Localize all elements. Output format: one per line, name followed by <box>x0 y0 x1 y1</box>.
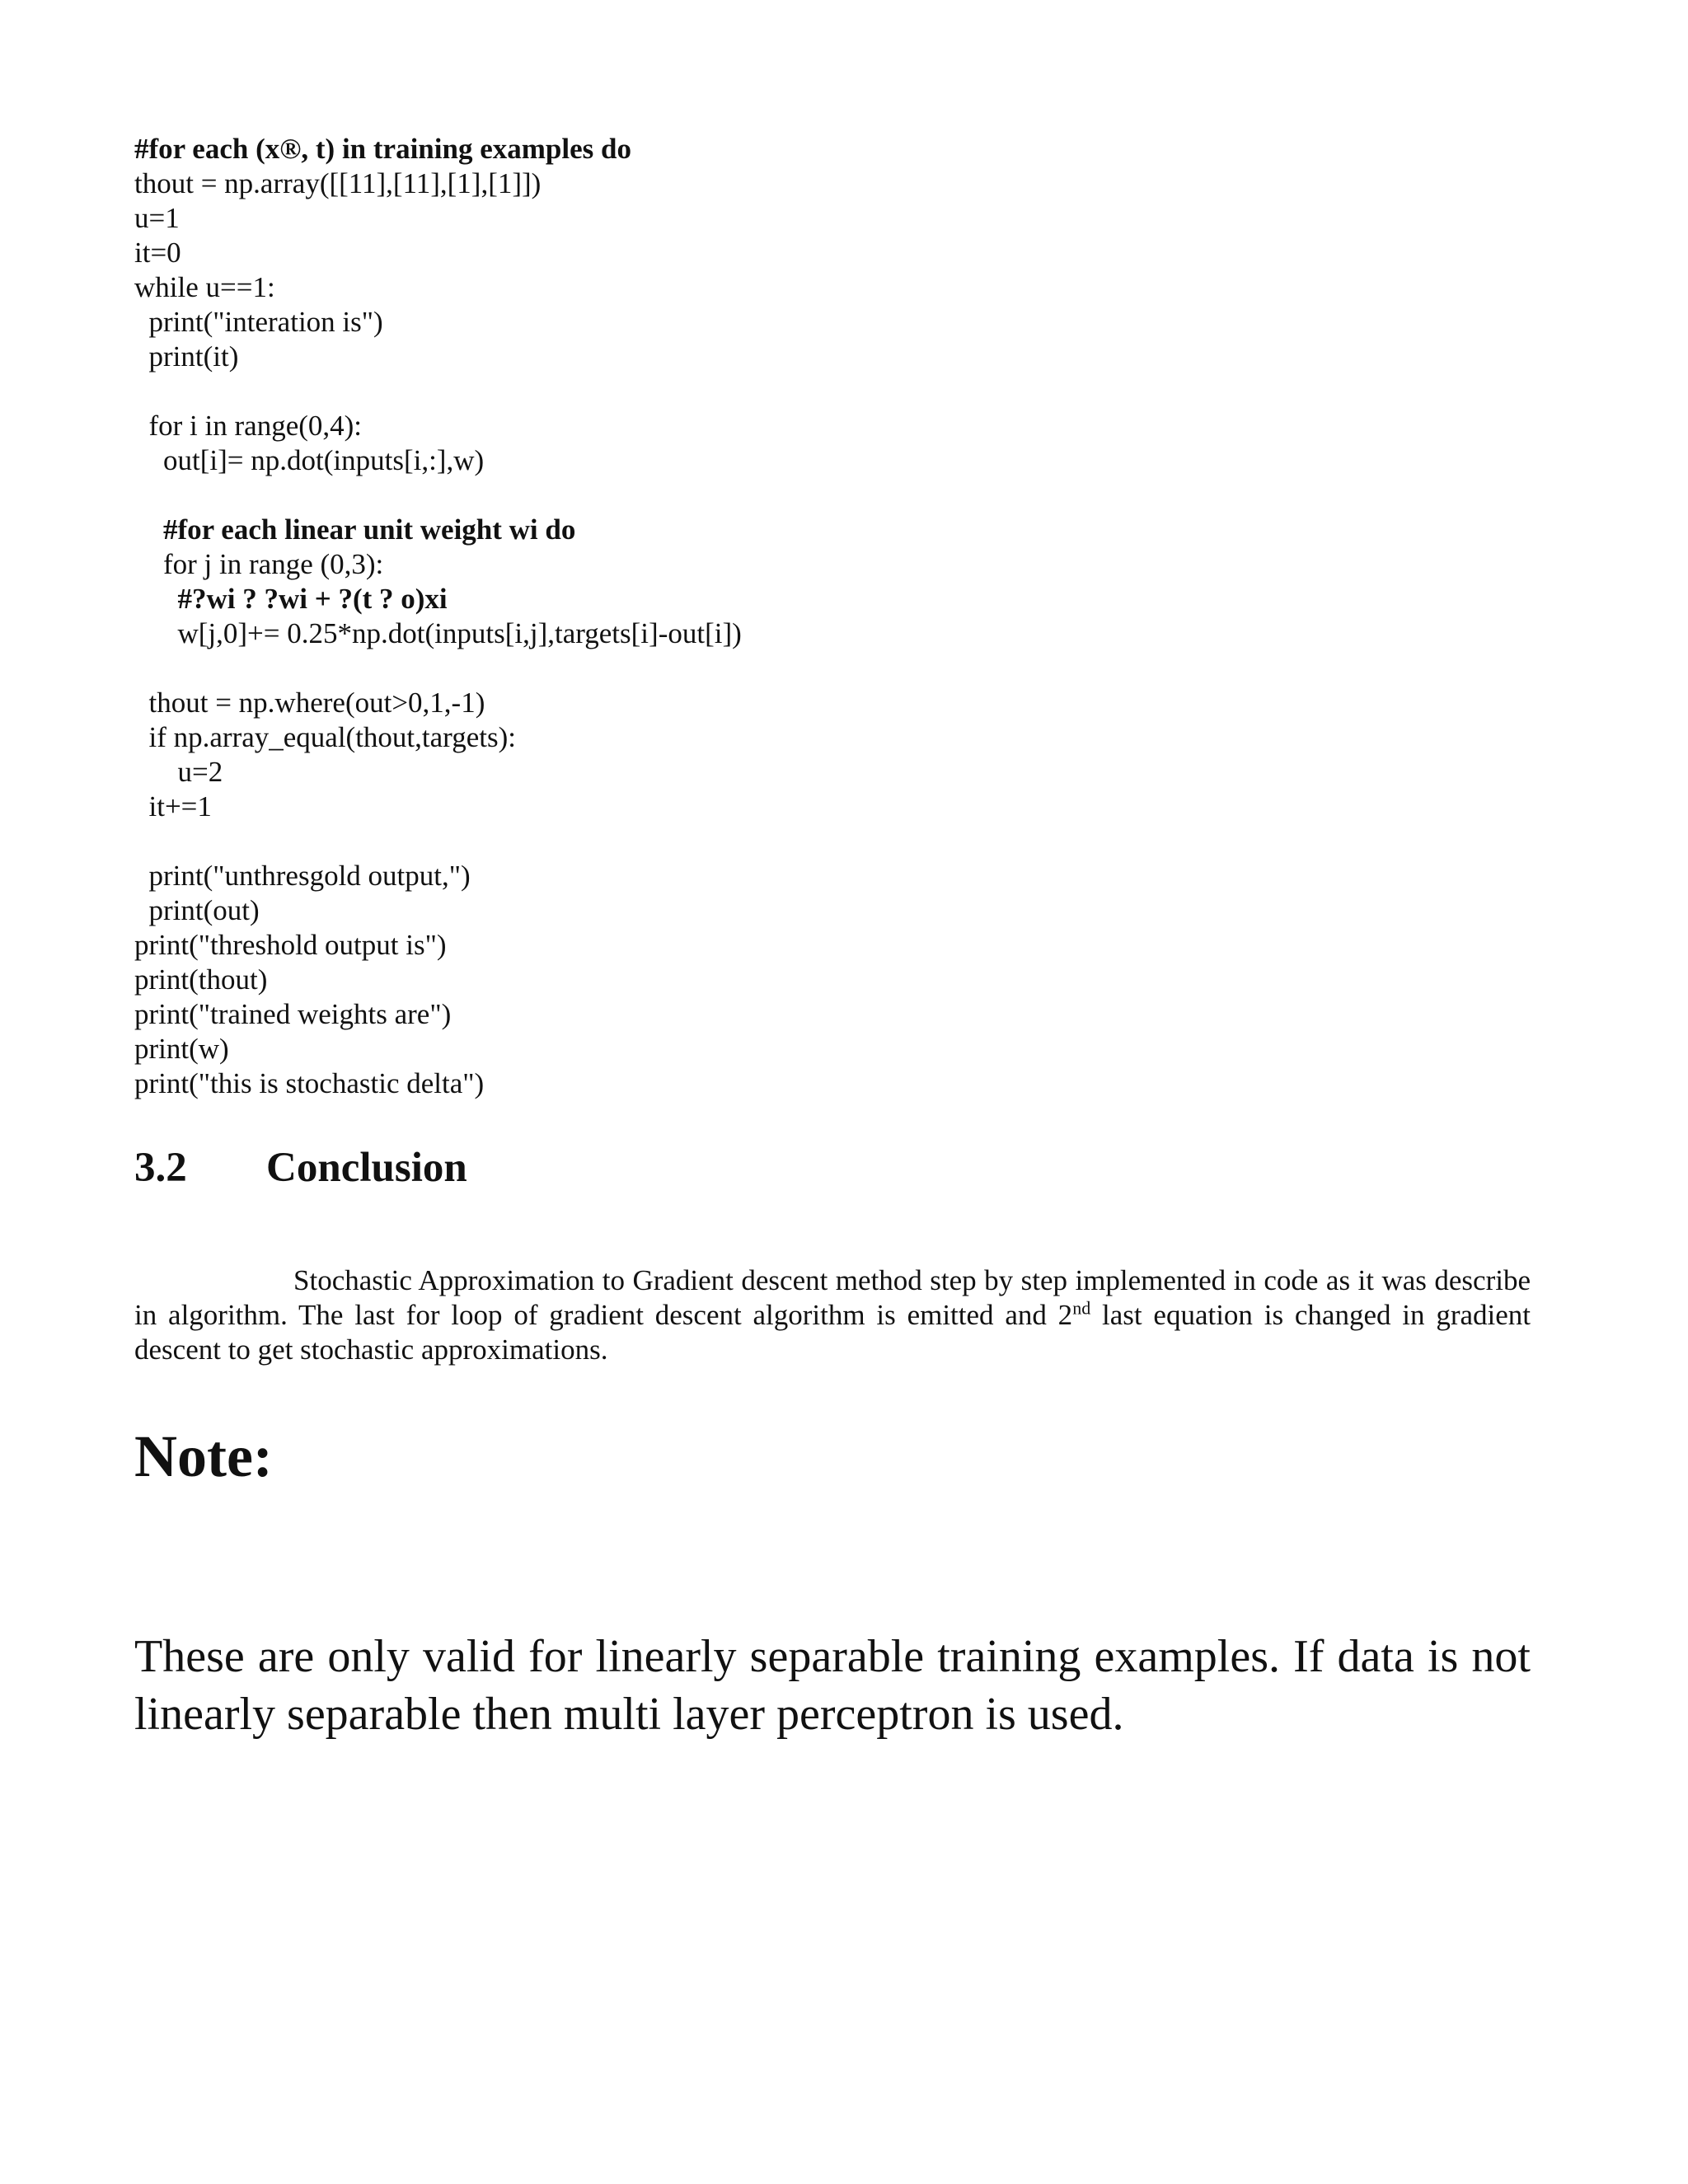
note-body: These are only valid for linearly separable training examples. If data is not linearly separable then multi layer perceptron is used. <box>134 1631 1531 1740</box>
code-line: print(out) <box>134 894 260 926</box>
code-line: print("this is stochastic delta") <box>134 1067 485 1099</box>
code-line: print(w) <box>134 1033 229 1065</box>
code-line: print("threshold output is") <box>134 929 447 961</box>
section-title: Conclusion <box>266 1145 467 1191</box>
code-comment-line: #?wi ? ?wi + ?(t ? o)xi <box>134 583 448 615</box>
code-comment-line: #for each linear unit weight wi do <box>134 513 576 546</box>
code-blank-line <box>134 374 1536 409</box>
code-blank-line <box>134 478 1536 513</box>
conclusion-paragraph <box>134 1263 1531 1367</box>
section-number: 3.2 <box>134 1145 187 1191</box>
code-line: for j in range (0,3): <box>134 548 384 580</box>
code-line: u=2 <box>134 756 223 788</box>
code-line: it+=1 <box>134 790 212 823</box>
code-listing <box>134 132 1536 1101</box>
conclusion-text-part1: Stochastic Approximation to Gradient descent method step by step implemented in code as it was describe in algorithm. The last for loop of gradient descent algorithm is emitted and 2 <box>134 1264 1531 1331</box>
code-line: while u==1: <box>134 271 275 303</box>
code-line: print(thout) <box>134 963 268 996</box>
ordinal-superscript: nd <box>1072 1297 1091 1319</box>
code-comment-line: #for each (x®, t) in training examples do <box>134 133 631 165</box>
code-line: if np.array_equal(thout,targets): <box>134 721 516 753</box>
code-line: it=0 <box>134 237 181 269</box>
section-heading <box>134 1144 467 1192</box>
code-line: u=1 <box>134 202 180 234</box>
note-heading: Note: <box>134 1423 273 1489</box>
code-line: thout = np.array([[11],[11],[1],[1]]) <box>134 167 542 199</box>
code-blank-line <box>134 651 1536 686</box>
code-line: w[j,0]+= 0.25*np.dot(inputs[i,j],targets[i]-out[i]) <box>134 617 742 649</box>
code-line: thout = np.where(out>0,1,-1) <box>134 687 485 719</box>
code-line: print("interation is") <box>134 306 383 338</box>
code-line: out[i]= np.dot(inputs[i,:],w) <box>134 444 485 476</box>
code-line: print(it) <box>134 340 239 373</box>
code-line: print("unthresgold output,") <box>134 860 471 892</box>
code-blank-line <box>134 824 1536 859</box>
conclusion-text-part2: last equation is changed in gradient descent to get stochastic approximations. <box>134 1299 1531 1366</box>
code-line: print("trained weights are") <box>134 998 452 1030</box>
code-line: for i in range(0,4): <box>134 410 363 442</box>
